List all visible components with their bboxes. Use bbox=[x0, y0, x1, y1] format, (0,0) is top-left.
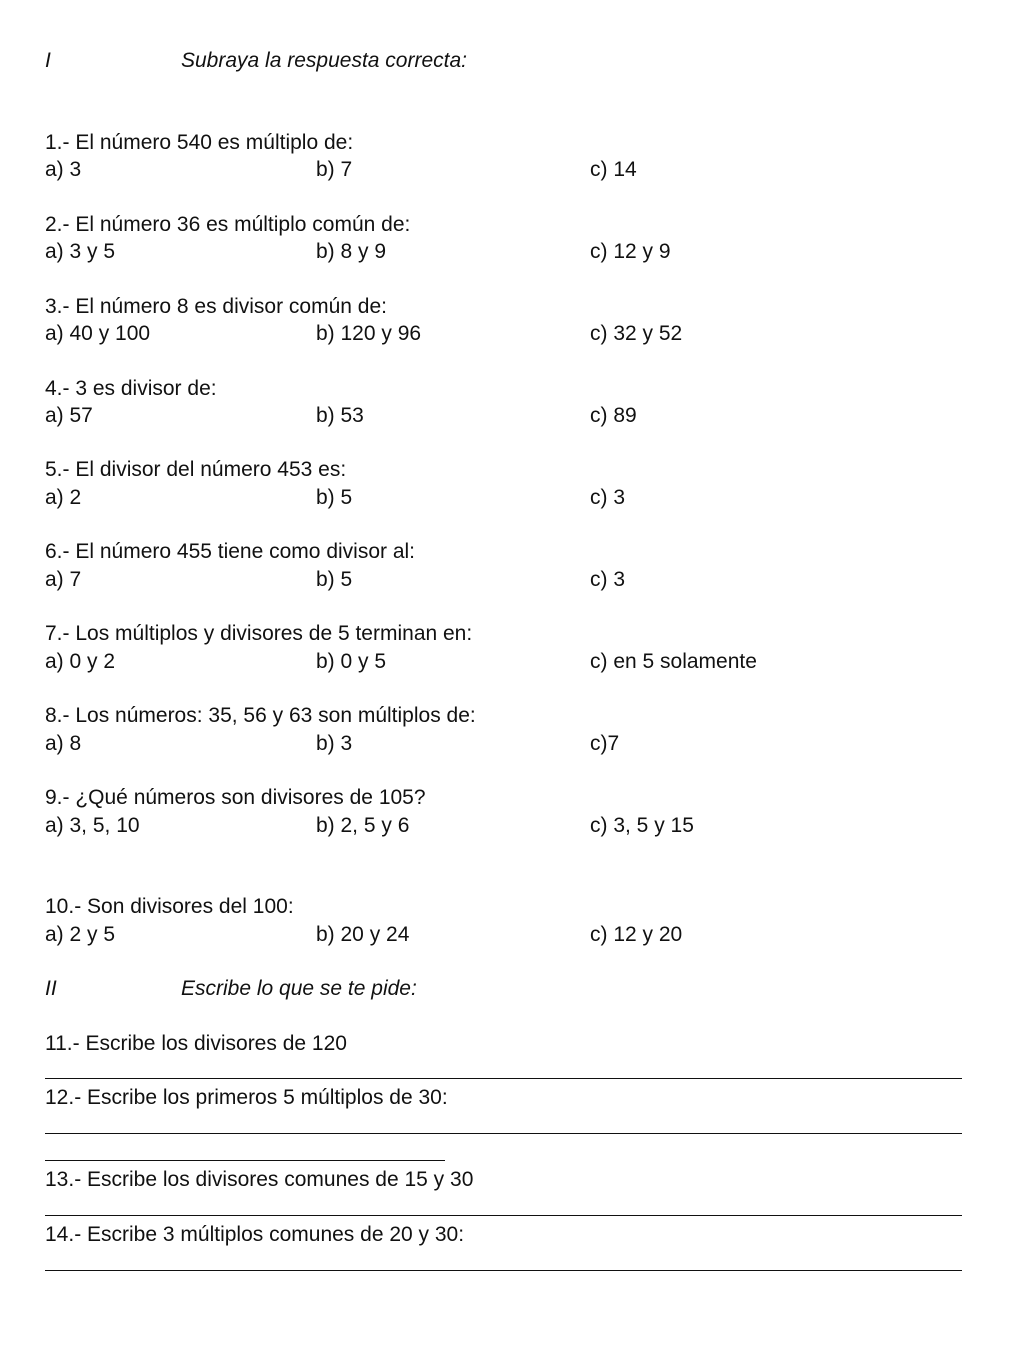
answer-line-13[interactable] bbox=[45, 1215, 962, 1216]
option-c[interactable]: c) 89 bbox=[590, 404, 637, 427]
option-a[interactable]: a) 3 bbox=[45, 158, 82, 181]
option-b[interactable]: b) 120 y 96 bbox=[316, 322, 422, 345]
question-text: 3.- El número 8 es divisor común de: bbox=[45, 295, 387, 318]
option-c[interactable]: c) 3 bbox=[590, 486, 626, 509]
answer-line-11[interactable] bbox=[45, 1078, 962, 1079]
section-1-instruction: Subraya la respuesta correcta: bbox=[181, 49, 467, 72]
section-1-numeral: I bbox=[45, 49, 51, 72]
option-a[interactable]: a) 7 bbox=[45, 568, 82, 591]
option-c[interactable]: c) 14 bbox=[590, 158, 637, 181]
question-text: 2.- El número 36 es múltiplo común de: bbox=[45, 213, 411, 236]
question-text: 7.- Los múltiplos y divisores de 5 terminan en: bbox=[45, 622, 473, 645]
question-text: 8.- Los números: 35, 56 y 63 son múltiplos de: bbox=[45, 704, 476, 727]
prompt-14: 14.- Escribe 3 múltiplos comunes de 20 y 30: bbox=[45, 1223, 465, 1246]
option-a[interactable]: a) 57 bbox=[45, 404, 93, 427]
option-a[interactable]: a) 3, 5, 10 bbox=[45, 814, 140, 837]
option-a[interactable]: a) 3 y 5 bbox=[45, 240, 116, 263]
prompt-13: 13.- Escribe los divisores comunes de 15 y 30 bbox=[45, 1168, 474, 1191]
section-2-instruction: Escribe lo que se te pide: bbox=[181, 977, 417, 1000]
question-text: 5.- El divisor del número 453 es: bbox=[45, 458, 347, 481]
question-text: 6.- El número 455 tiene como divisor al: bbox=[45, 540, 416, 563]
option-a[interactable]: a) 2 bbox=[45, 486, 82, 509]
prompt-12: 12.- Escribe los primeros 5 múltiplos de 30: bbox=[45, 1086, 448, 1109]
option-a[interactable]: a) 8 bbox=[45, 732, 82, 755]
option-a[interactable]: a) 40 y 100 bbox=[45, 322, 151, 345]
answer-line-12[interactable] bbox=[45, 1133, 962, 1134]
option-b[interactable]: b) 8 y 9 bbox=[316, 240, 387, 263]
option-c[interactable]: c) en 5 solamente bbox=[590, 650, 757, 673]
option-b[interactable]: b) 2, 5 y 6 bbox=[316, 814, 410, 837]
option-a[interactable]: a) 2 y 5 bbox=[45, 923, 116, 946]
option-b[interactable]: b) 0 y 5 bbox=[316, 650, 387, 673]
option-c[interactable]: c) 12 y 9 bbox=[590, 240, 671, 263]
option-a[interactable]: a) 0 y 2 bbox=[45, 650, 116, 673]
option-b[interactable]: b) 53 bbox=[316, 404, 364, 427]
question-text: 10.- Son divisores del 100: bbox=[45, 895, 294, 918]
option-c[interactable]: c) 32 y 52 bbox=[590, 322, 683, 345]
option-b[interactable]: b) 5 bbox=[316, 486, 353, 509]
option-c[interactable]: c)7 bbox=[590, 732, 620, 755]
option-c[interactable]: c) 3 bbox=[590, 568, 626, 591]
answer-line-14[interactable] bbox=[45, 1270, 962, 1271]
option-c[interactable]: c) 12 y 20 bbox=[590, 923, 683, 946]
question-text: 4.- 3 es divisor de: bbox=[45, 377, 217, 400]
option-b[interactable]: b) 20 y 24 bbox=[316, 923, 410, 946]
option-b[interactable]: b) 3 bbox=[316, 732, 353, 755]
question-text: 1.- El número 540 es múltiplo de: bbox=[45, 131, 354, 154]
question-text: 9.- ¿Qué números son divisores de 105? bbox=[45, 786, 426, 809]
answer-line-12-continued[interactable] bbox=[45, 1160, 445, 1161]
option-c[interactable]: c) 3, 5 y 15 bbox=[590, 814, 694, 837]
option-b[interactable]: b) 7 bbox=[316, 158, 353, 181]
option-b[interactable]: b) 5 bbox=[316, 568, 353, 591]
prompt-11: 11.- Escribe los divisores de 120 bbox=[45, 1032, 347, 1055]
section-2-numeral: II bbox=[45, 977, 57, 1000]
